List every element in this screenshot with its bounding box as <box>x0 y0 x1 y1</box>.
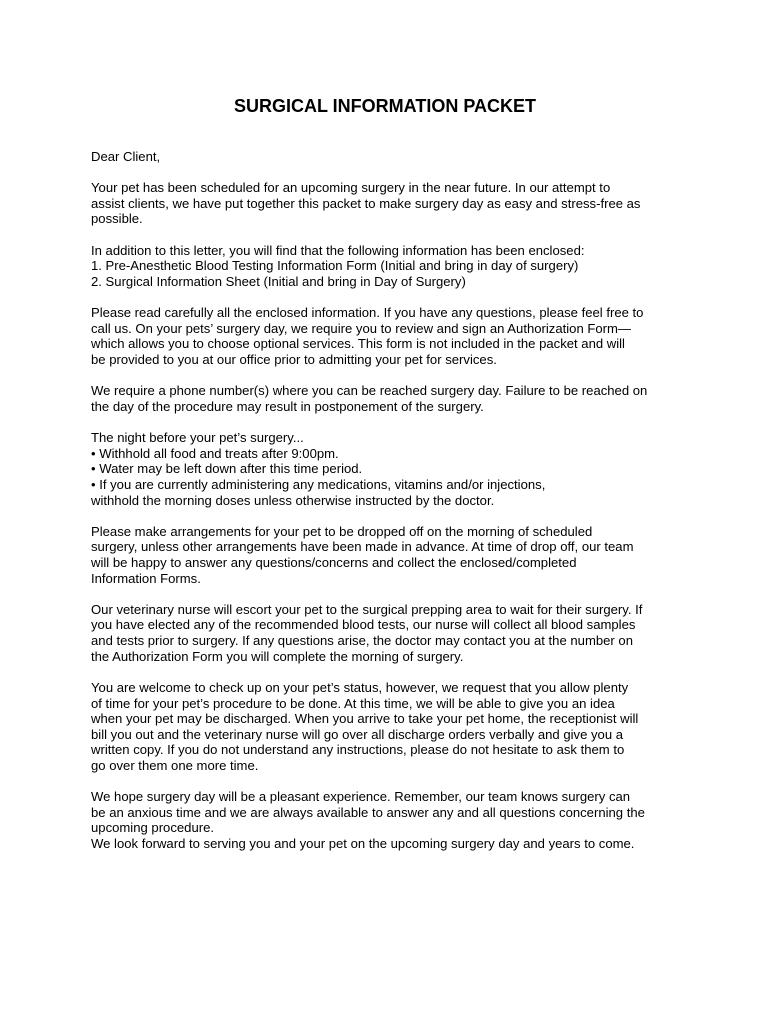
text-line: withhold the morning doses unless otherwise instructed by the doctor. <box>91 492 495 508</box>
text-line: go over them one more time. <box>91 757 259 773</box>
text-line: • Water may be left down after this time period. <box>91 461 363 477</box>
text-line: written copy. If you do not understand any instructions, please do not hesitate to ask them to <box>91 742 625 758</box>
text-line: the day of the procedure may result in postponement of the surgery. <box>91 398 484 414</box>
document-title: SURGICAL INFORMATION PACKET <box>234 96 536 116</box>
text-line: We hope surgery day will be a pleasant experience. Remember, our team knows surgery can <box>91 789 631 805</box>
text-line: Information Forms. <box>91 570 201 586</box>
paragraph <box>91 602 691 664</box>
letter-body <box>91 149 691 867</box>
text-line: • Withhold all food and treats after 9:00pm. <box>91 445 339 461</box>
text-line: bill you out and the veterinary nurse will go over all discharge orders verbally and give you a <box>91 726 624 742</box>
text-line: assist clients, we have put together this packet to make surgery day as easy and stress-free as <box>91 195 641 211</box>
text-line: Your pet has been scheduled for an upcoming surgery in the near future. In our attempt to <box>91 180 611 196</box>
text-line: 1. Pre-Anesthetic Blood Testing Information Form (Initial and bring in day of surgery) <box>91 258 579 274</box>
text-line: possible. <box>91 211 143 227</box>
paragraph <box>91 383 691 414</box>
text-line: Our veterinary nurse will escort your pet to the surgical prepping area to wait for their surgery. If <box>91 601 643 617</box>
text-line: when your pet may be discharged. When you arrive to take your pet home, the receptionist will <box>91 711 639 727</box>
paragraph <box>91 243 691 290</box>
text-line: In addition to this letter, you will find that the following information has been enclosed: <box>91 242 585 258</box>
text-line: surgery, unless other arrangements have been made in advance. At time of drop off, our team <box>91 539 634 555</box>
text-line: Dear Client, <box>91 149 161 164</box>
text-line: the Authorization Form you will complete the morning of surgery. <box>91 648 464 664</box>
text-line: you have elected any of the recommended blood tests, our nurse will collect all blood samples <box>91 617 636 633</box>
text-line: The night before your pet’s surgery... <box>91 430 304 446</box>
text-line: upcoming procedure. <box>91 820 215 836</box>
text-line: which allows you to choose optional services. This form is not included in the packet and will <box>91 336 625 352</box>
text-line: 2. Surgical Information Sheet (Initial and bring in Day of Surgery) <box>91 273 466 289</box>
text-line: call us. On your pets’ surgery day, we require you to review and sign an Authorization Form— <box>91 320 632 336</box>
paragraph <box>91 180 691 227</box>
text-line: You are welcome to check up on your pet’s status, however, we request that you allow plenty <box>91 679 629 695</box>
text-line: will be happy to answer any questions/concerns and collect the enclosed/completed <box>91 555 577 570</box>
text-line: be provided to you at our office prior to admitting your pet for services. <box>91 352 497 367</box>
paragraph <box>91 680 691 774</box>
text-line: We look forward to serving you and your pet on the upcoming surgery day and years to come. <box>91 835 635 851</box>
text-line: of time for your pet’s procedure to be done. At this time, we will be able to give you an idea <box>91 695 615 711</box>
text-line: and tests prior to surgery. If any questions arise, the doctor may contact you at the number on <box>91 633 633 649</box>
text-line: Please read carefully all the enclosed information. If you have any questions, please feel free to <box>91 305 644 321</box>
text-line: Please make arrangements for your pet to be dropped off on the morning of scheduled <box>91 523 593 539</box>
text-line: be an anxious time and we are always available to answer any and all questions concerning the <box>91 804 645 820</box>
paragraph <box>91 305 691 367</box>
paragraph <box>91 524 691 586</box>
text-line: We require a phone number(s) where you can be reached surgery day. Failure to be reached on <box>91 383 648 399</box>
paragraph <box>91 149 691 165</box>
paragraph <box>91 789 691 851</box>
text-line: • If you are currently administering any medications, vitamins and/or injections, <box>91 476 546 492</box>
paragraph <box>91 430 691 508</box>
